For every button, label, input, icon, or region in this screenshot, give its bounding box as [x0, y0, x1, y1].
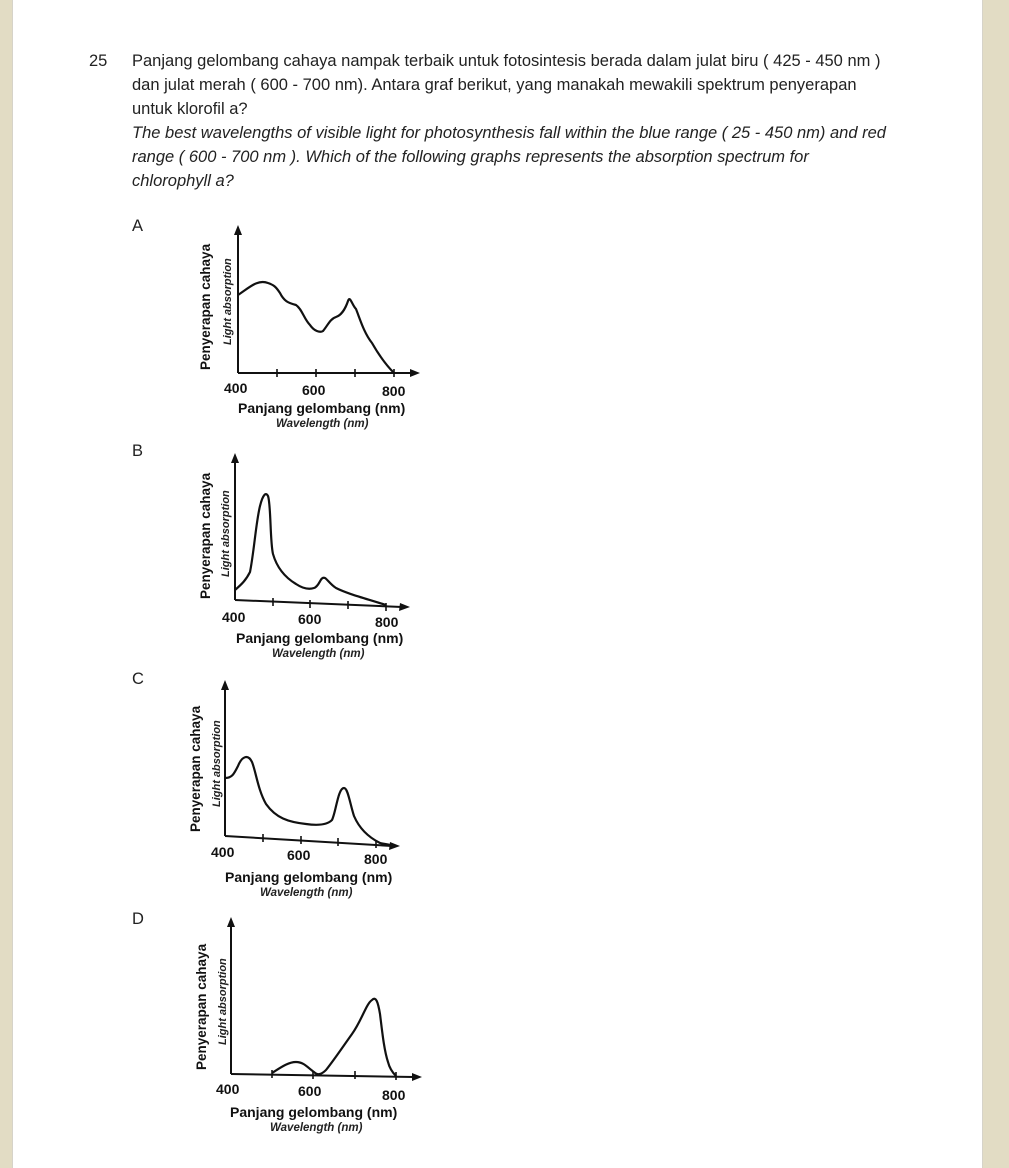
x-tick-400: 400 [216, 1081, 240, 1097]
x-axis-label-english: Wavelength (nm) [272, 648, 365, 660]
x-tick-800: 800 [382, 383, 406, 399]
question-text-english: The best wavelengths of visible light for photosynthesis fall within the blue range ( 25 - 450 nm) and red range ( 600 - 700 nm ). Which of the following graphs represents the absorption spectrum for chlorophyll a? [132, 124, 886, 190]
y-axis-label-english: Light absorption [222, 258, 234, 345]
y-axis-label-english: Light absorption [211, 720, 223, 807]
option-d-label: D [132, 910, 144, 928]
page-margin-left [0, 0, 13, 1168]
option-b-graph [180, 442, 440, 672]
x-tick-600: 600 [298, 1083, 322, 1099]
x-tick-400: 400 [211, 844, 235, 860]
page-margin-right [982, 0, 1009, 1168]
x-tick-400: 400 [224, 380, 248, 396]
absorption-curve-chart [180, 672, 440, 902]
option-c-graph [180, 672, 440, 902]
x-axis-label: Panjang gelombang (nm) [236, 630, 404, 646]
x-tick-800: 800 [364, 851, 388, 867]
y-axis-label-english: Light absorption [220, 490, 232, 577]
x-tick-600: 600 [302, 382, 326, 398]
y-axis-label: Penyerapan cahaya [194, 943, 209, 1070]
question-number: 25 [89, 52, 108, 70]
x-axis-label-english: Wavelength (nm) [260, 887, 353, 899]
x-axis-label-english: Wavelength (nm) [276, 418, 369, 430]
option-a-label: A [132, 217, 144, 235]
x-tick-600: 600 [287, 847, 311, 863]
y-axis-label-english: Light absorption [217, 958, 229, 1045]
x-tick-800: 800 [382, 1087, 406, 1103]
x-axis-label: Panjang gelombang (nm) [238, 400, 406, 416]
x-axis-label: Panjang gelombang (nm) [225, 869, 393, 885]
x-axis-label: Panjang gelombang (nm) [230, 1104, 398, 1120]
x-axis-label-english: Wavelength (nm) [270, 1122, 363, 1134]
option-d-graph [180, 910, 440, 1140]
x-tick-600: 600 [298, 611, 322, 627]
y-axis-label: Penyerapan cahaya [198, 472, 213, 599]
question-text-malay: Panjang gelombang cahaya nampak terbaik untuk fotosintesis berada dalam julat biru ( 425 - 450 nm ) dan julat merah ( 600 - 700 nm). Antara graf berikut, yang manakah mewakili spektrum penyerapan untuk klorofil a? [132, 52, 881, 118]
y-axis-label: Penyerapan cahaya [188, 705, 203, 832]
question-text [132, 49, 892, 193]
x-tick-400: 400 [222, 609, 246, 625]
option-b-label: B [132, 442, 144, 460]
option-c-label: C [132, 670, 144, 688]
y-axis-label: Penyerapan cahaya [198, 243, 213, 370]
x-tick-800: 800 [375, 614, 399, 630]
option-a-graph [180, 215, 440, 445]
